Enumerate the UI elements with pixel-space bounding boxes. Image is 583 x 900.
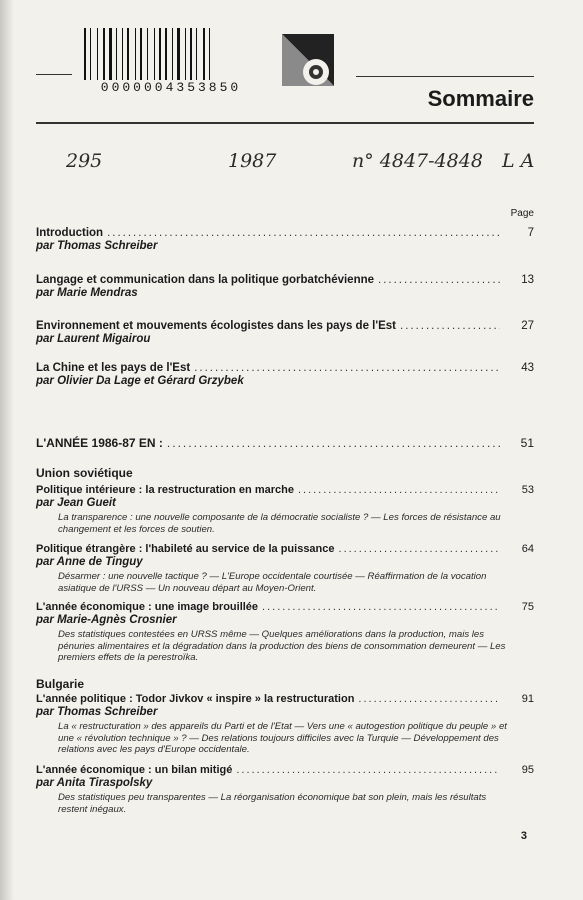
entry-author: par Olivier Da Lage et Gérard Grzybek (36, 375, 244, 387)
handwritten-note: n° 4847-4848 (352, 150, 483, 172)
entry-title: Introduction (36, 227, 104, 239)
dot-leader (167, 436, 500, 450)
entry-description: La transparence : une nouvelle composante de la démocratie socialiste ? — Les forces de résistance au changement et les forces de soutien. (58, 512, 501, 535)
toc-entry[interactable] (36, 484, 534, 535)
barcode-bar (109, 28, 112, 80)
page-title: Sommaire (427, 86, 534, 111)
entry-page: 91 (521, 693, 534, 705)
dot-leader (298, 484, 500, 496)
title-rule (36, 122, 534, 124)
barcode-bar (190, 28, 192, 80)
publisher-logo-icon (278, 30, 338, 90)
entry-title: L'ANNÉE 1986-87 EN : (36, 436, 163, 450)
barcode-bar (154, 28, 155, 80)
entry-page: 43 (521, 362, 534, 374)
entry-page: 27 (521, 320, 534, 332)
dot-leader (194, 362, 500, 374)
toc-entry[interactable] (36, 601, 534, 664)
barcode-bar (116, 28, 117, 80)
entry-author: par Anita Tiraspolsky (36, 777, 153, 789)
entry-author: par Marie-Agnès Crosnier (36, 614, 177, 626)
header-rule-left (36, 74, 72, 75)
entry-title: Politique étrangère : l'habileté au service de la puissance (36, 543, 335, 555)
dot-leader (262, 601, 500, 613)
section-heading: Bulgarie (36, 677, 85, 691)
entry-author: par Laurent Migairou (36, 333, 151, 345)
dot-leader (339, 543, 500, 555)
entry-page: 13 (521, 274, 534, 286)
barcode-bar (196, 28, 197, 80)
entry-author: par Thomas Schreiber (36, 240, 158, 252)
entry-title: L'année économique : un bilan mitigé (36, 764, 233, 776)
toc-entry[interactable] (36, 274, 534, 299)
entry-title: La Chine et les pays de l'Est (36, 362, 191, 374)
barcode-bar (165, 28, 167, 80)
dot-leader (400, 320, 500, 332)
dot-leader (236, 764, 500, 776)
entry-page: 95 (521, 764, 534, 776)
barcode-bar (177, 28, 180, 80)
barcode-bar (127, 28, 129, 80)
barcode-bar (147, 28, 148, 80)
entry-page: 53 (521, 484, 534, 496)
barcode-bar (209, 28, 210, 80)
entry-title: L'année politique : Todor Jivkov « inspire » la restructuration (36, 693, 355, 705)
entry-page: 64 (521, 543, 534, 555)
barcode-bar (172, 28, 173, 80)
toc-entry[interactable] (36, 227, 534, 252)
header-rule-right (356, 76, 534, 77)
dot-leader (358, 693, 500, 705)
barcode-bar (90, 28, 91, 80)
entry-author: par Anne de Tinguy (36, 556, 143, 568)
barcode-bar (135, 28, 136, 80)
handwritten-note: 295 (66, 150, 103, 172)
toc-entry[interactable] (36, 362, 534, 387)
page-number: 3 (520, 830, 527, 842)
entry-description: Des statistiques peu transparentes — La réorganisation économique bat son plein, mais les résultats restent inégaux. (58, 792, 487, 815)
handwritten-note: 1987 (228, 150, 277, 172)
entry-author: par Thomas Schreiber (36, 706, 158, 718)
entry-author: par Marie Mendras (36, 287, 138, 299)
entry-title: Langage et communication dans la politique gorbatchévienne (36, 274, 375, 286)
entry-page: 75 (521, 601, 534, 613)
entry-page: 7 (527, 227, 534, 239)
entry-title: Environnement et mouvements écologistes dans les pays de l'Est (36, 320, 396, 332)
barcode-bar (140, 28, 142, 80)
barcode-bar (122, 28, 123, 80)
handwritten-note: L A (502, 150, 535, 172)
section-heading: Union soviétique (36, 466, 133, 480)
toc-entry[interactable] (36, 764, 534, 815)
page-edge-shadow (0, 0, 14, 900)
entry-description: Désarmer : une nouvelle tactique ? — L'Europe occidentale courtisée — Réaffirmation de la vocation asiatique de l'URSS — Un nouveau départ au Moyen-Orient. (58, 571, 487, 594)
entry-description: Des statistiques contestées en URSS même — Quelques améliorations dans la production, mais les pénuries alimentaires et la dégradation dans la production des biens de consommation demeurent — Les premiers effets de la perestroïka. (58, 629, 506, 663)
barcode-bar (103, 28, 105, 80)
toc-entry[interactable] (36, 693, 534, 756)
toc-entry[interactable] (36, 543, 534, 594)
entry-page: 51 (520, 436, 534, 450)
entry-title: Politique intérieure : la restructuration en marche (36, 484, 294, 496)
barcode-bar (97, 28, 98, 80)
barcode-number: 0000004353850 (78, 80, 264, 95)
entry-author: par Jean Gueit (36, 497, 116, 509)
toc-entry[interactable] (36, 436, 534, 450)
dot-leader (378, 274, 500, 286)
barcode-bar (203, 28, 205, 80)
barcode-bar (185, 28, 186, 80)
toc-entry[interactable] (36, 320, 534, 345)
page-column-label: Page (510, 208, 534, 219)
entry-title: L'année économique : une image brouillée (36, 601, 259, 613)
entry-description: La « restructuration » des appareils du Parti et de l'Etat — Vers une « autogestion politique du peuple » et une « révolution technique » ? — Des relations toujours difficiles avec la Turquie — Développement des relations avec les pays d'Europe occidentale. (58, 721, 507, 755)
barcode-bar (84, 28, 86, 80)
barcode-bar (159, 28, 161, 80)
dot-leader (107, 227, 500, 239)
